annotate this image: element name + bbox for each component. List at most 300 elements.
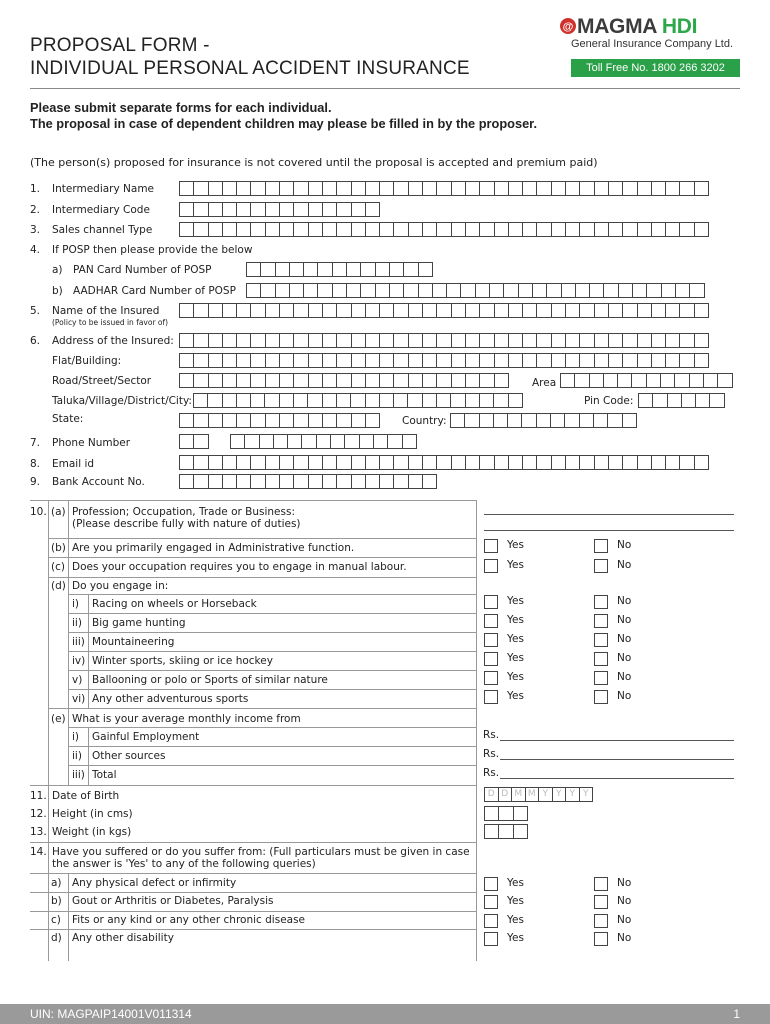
char-box[interactable] — [322, 393, 337, 408]
char-box[interactable] — [222, 353, 237, 368]
char-box[interactable] — [250, 393, 265, 408]
char-box[interactable] — [379, 353, 394, 368]
char-box[interactable] — [360, 262, 375, 277]
char-box[interactable] — [208, 222, 223, 237]
char-box[interactable] — [622, 222, 637, 237]
char-box[interactable] — [622, 303, 637, 318]
char-box[interactable] — [637, 222, 652, 237]
char-box[interactable] — [631, 373, 646, 388]
q10d-item-6-no-checkbox[interactable] — [594, 690, 608, 704]
char-box[interactable] — [665, 303, 680, 318]
char-box[interactable] — [303, 283, 318, 298]
char-box[interactable] — [393, 303, 408, 318]
char-box[interactable] — [594, 455, 609, 470]
char-box[interactable] — [193, 202, 208, 217]
char-box[interactable] — [651, 303, 666, 318]
char-box[interactable] — [608, 181, 623, 196]
weight-input[interactable] — [484, 824, 527, 839]
char-box[interactable] — [193, 474, 208, 489]
char-box[interactable] — [484, 806, 499, 821]
char-box[interactable] — [408, 333, 423, 348]
char-box[interactable] — [546, 283, 561, 298]
char-box[interactable] — [307, 393, 322, 408]
char-box[interactable] — [451, 222, 466, 237]
char-box[interactable] — [293, 222, 308, 237]
char-box[interactable] — [336, 353, 351, 368]
char-box[interactable] — [322, 222, 337, 237]
char-box[interactable] — [679, 181, 694, 196]
char-box[interactable] — [561, 283, 576, 298]
char-box[interactable] — [436, 181, 451, 196]
char-box[interactable] — [289, 262, 304, 277]
char-box[interactable] — [250, 202, 265, 217]
char-box[interactable] — [279, 353, 294, 368]
char-box[interactable] — [622, 455, 637, 470]
char-box[interactable] — [408, 455, 423, 470]
char-box[interactable] — [193, 303, 208, 318]
char-box[interactable] — [179, 303, 194, 318]
char-box[interactable] — [222, 393, 237, 408]
country-input[interactable] — [450, 413, 636, 428]
state-input[interactable] — [179, 413, 379, 428]
char-box[interactable] — [322, 353, 337, 368]
char-box[interactable] — [667, 393, 682, 408]
char-box[interactable] — [536, 353, 551, 368]
char-box[interactable] — [250, 413, 265, 428]
char-box[interactable] — [193, 181, 208, 196]
char-box[interactable] — [365, 413, 380, 428]
char-box[interactable] — [322, 181, 337, 196]
char-box[interactable] — [418, 262, 433, 277]
char-box[interactable] — [579, 353, 594, 368]
char-box[interactable] — [308, 373, 323, 388]
char-box[interactable] — [193, 413, 208, 428]
char-box[interactable] — [250, 474, 265, 489]
char-box[interactable] — [565, 455, 580, 470]
char-box[interactable] — [451, 353, 466, 368]
char-box[interactable] — [632, 283, 647, 298]
char-box[interactable] — [407, 393, 422, 408]
char-box[interactable] — [260, 283, 275, 298]
char-box[interactable] — [522, 222, 537, 237]
char-box[interactable] — [250, 455, 265, 470]
char-box[interactable] — [560, 373, 575, 388]
char-box[interactable] — [422, 353, 437, 368]
char-box[interactable] — [351, 303, 366, 318]
char-box[interactable] — [479, 181, 494, 196]
char-box[interactable] — [513, 824, 528, 839]
char-box[interactable] — [179, 413, 194, 428]
char-box[interactable] — [508, 181, 523, 196]
char-box[interactable] — [222, 202, 237, 217]
char-box[interactable] — [246, 262, 261, 277]
char-box[interactable] — [179, 474, 194, 489]
char-box[interactable] — [308, 181, 323, 196]
char-box[interactable] — [498, 806, 513, 821]
char-box[interactable] — [179, 202, 194, 217]
char-box[interactable] — [689, 283, 704, 298]
char-box[interactable] — [379, 181, 394, 196]
char-box[interactable] — [536, 333, 551, 348]
char-box[interactable] — [451, 455, 466, 470]
char-box[interactable] — [694, 303, 709, 318]
char-box[interactable] — [346, 283, 361, 298]
char-box[interactable] — [293, 455, 308, 470]
q14-item-a-no-checkbox[interactable] — [594, 877, 608, 891]
date-of-birth-input[interactable] — [484, 787, 592, 802]
char-box[interactable] — [665, 455, 680, 470]
char-box[interactable] — [393, 393, 408, 408]
char-box[interactable] — [351, 333, 366, 348]
char-box[interactable] — [346, 262, 361, 277]
char-box[interactable] — [236, 222, 251, 237]
char-box[interactable] — [665, 181, 680, 196]
char-box[interactable] — [594, 181, 609, 196]
char-box[interactable] — [322, 303, 337, 318]
char-box[interactable] — [422, 373, 437, 388]
char-box[interactable] — [646, 283, 661, 298]
char-box[interactable] — [436, 333, 451, 348]
q14-item-c-no-checkbox[interactable] — [594, 914, 608, 928]
char-box[interactable] — [259, 434, 274, 449]
char-box[interactable] — [208, 303, 223, 318]
char-box[interactable] — [436, 393, 451, 408]
char-box[interactable] — [336, 393, 351, 408]
char-box[interactable] — [265, 373, 280, 388]
char-box[interactable] — [351, 353, 366, 368]
char-box[interactable] — [679, 303, 694, 318]
email-input[interactable] — [179, 455, 708, 470]
char-box[interactable] — [594, 222, 609, 237]
char-box[interactable] — [622, 333, 637, 348]
char-box[interactable] — [679, 353, 694, 368]
char-box[interactable] — [308, 413, 323, 428]
char-box[interactable] — [651, 455, 666, 470]
char-box[interactable] — [551, 222, 566, 237]
dob-char-box[interactable]: Y — [552, 787, 567, 802]
char-box[interactable] — [265, 413, 280, 428]
dob-char-box[interactable]: Y — [579, 787, 594, 802]
char-box[interactable] — [494, 222, 509, 237]
char-box[interactable] — [208, 474, 223, 489]
road-street-input[interactable] — [179, 373, 508, 388]
char-box[interactable] — [522, 303, 537, 318]
char-box[interactable] — [389, 283, 404, 298]
char-box[interactable] — [208, 202, 223, 217]
char-box[interactable] — [250, 303, 265, 318]
char-box[interactable] — [508, 333, 523, 348]
char-box[interactable] — [703, 373, 718, 388]
char-box[interactable] — [403, 283, 418, 298]
char-box[interactable] — [460, 283, 475, 298]
char-box[interactable] — [564, 413, 579, 428]
char-box[interactable] — [236, 303, 251, 318]
char-box[interactable] — [479, 222, 494, 237]
char-box[interactable] — [365, 222, 380, 237]
char-box[interactable] — [679, 333, 694, 348]
char-box[interactable] — [379, 373, 394, 388]
char-box[interactable] — [208, 333, 223, 348]
char-box[interactable] — [522, 181, 537, 196]
char-box[interactable] — [551, 353, 566, 368]
char-box[interactable] — [250, 373, 265, 388]
char-box[interactable] — [244, 434, 259, 449]
char-box[interactable] — [675, 283, 690, 298]
char-box[interactable] — [689, 373, 704, 388]
char-box[interactable] — [379, 474, 394, 489]
char-box[interactable] — [479, 333, 494, 348]
income-amount-line[interactable] — [500, 778, 734, 779]
char-box[interactable] — [536, 413, 551, 428]
char-box[interactable] — [494, 333, 509, 348]
char-box[interactable] — [179, 222, 194, 237]
char-box[interactable] — [317, 262, 332, 277]
char-box[interactable] — [489, 283, 504, 298]
char-box[interactable] — [665, 353, 680, 368]
char-box[interactable] — [579, 181, 594, 196]
char-box[interactable] — [436, 222, 451, 237]
char-box[interactable] — [465, 303, 480, 318]
char-box[interactable] — [379, 393, 394, 408]
char-box[interactable] — [617, 373, 632, 388]
dob-char-box[interactable]: M — [525, 787, 540, 802]
char-box[interactable] — [336, 202, 351, 217]
char-box[interactable] — [273, 434, 288, 449]
char-box[interactable] — [589, 373, 604, 388]
char-box[interactable] — [436, 303, 451, 318]
char-box[interactable] — [408, 474, 423, 489]
char-box[interactable] — [360, 283, 375, 298]
char-box[interactable] — [436, 373, 451, 388]
char-box[interactable] — [250, 333, 265, 348]
char-box[interactable] — [279, 181, 294, 196]
profession-line1[interactable] — [484, 514, 734, 515]
char-box[interactable] — [575, 283, 590, 298]
char-box[interactable] — [608, 333, 623, 348]
char-box[interactable] — [279, 455, 294, 470]
char-box[interactable] — [336, 222, 351, 237]
char-box[interactable] — [465, 181, 480, 196]
income-amount-line[interactable] — [500, 740, 734, 741]
char-box[interactable] — [375, 262, 390, 277]
char-box[interactable] — [422, 333, 437, 348]
char-box[interactable] — [665, 222, 680, 237]
char-box[interactable] — [265, 474, 280, 489]
char-box[interactable] — [279, 303, 294, 318]
char-box[interactable] — [222, 373, 237, 388]
char-box[interactable] — [465, 373, 480, 388]
char-box[interactable] — [193, 333, 208, 348]
char-box[interactable] — [303, 262, 318, 277]
char-box[interactable] — [475, 283, 490, 298]
char-box[interactable] — [365, 303, 380, 318]
char-box[interactable] — [308, 202, 323, 217]
char-box[interactable] — [236, 474, 251, 489]
char-box[interactable] — [479, 393, 494, 408]
char-box[interactable] — [236, 202, 251, 217]
char-box[interactable] — [618, 283, 633, 298]
char-box[interactable] — [651, 181, 666, 196]
char-box[interactable] — [494, 181, 509, 196]
taluka-city-input[interactable] — [193, 393, 522, 408]
char-box[interactable] — [536, 222, 551, 237]
char-box[interactable] — [479, 413, 494, 428]
char-box[interactable] — [594, 333, 609, 348]
char-box[interactable] — [322, 333, 337, 348]
q10d-item-3-no-checkbox[interactable] — [594, 633, 608, 647]
char-box[interactable] — [493, 413, 508, 428]
char-box[interactable] — [236, 413, 251, 428]
char-box[interactable] — [508, 303, 523, 318]
char-box[interactable] — [193, 373, 208, 388]
char-box[interactable] — [279, 413, 294, 428]
char-box[interactable] — [293, 181, 308, 196]
char-box[interactable] — [351, 413, 366, 428]
char-box[interactable] — [603, 373, 618, 388]
q10d-item-1-yes-checkbox[interactable] — [484, 595, 498, 609]
char-box[interactable] — [322, 413, 337, 428]
char-box[interactable] — [532, 283, 547, 298]
char-box[interactable] — [230, 434, 245, 449]
char-box[interactable] — [503, 283, 518, 298]
char-box[interactable] — [179, 373, 194, 388]
char-box[interactable] — [498, 824, 513, 839]
char-box[interactable] — [350, 393, 365, 408]
char-box[interactable] — [322, 455, 337, 470]
aadhar-card-input[interactable] — [246, 283, 704, 298]
char-box[interactable] — [651, 353, 666, 368]
char-box[interactable] — [336, 413, 351, 428]
char-box[interactable] — [308, 474, 323, 489]
char-box[interactable] — [289, 283, 304, 298]
char-box[interactable] — [330, 434, 345, 449]
char-box[interactable] — [494, 373, 509, 388]
char-box[interactable] — [336, 333, 351, 348]
char-box[interactable] — [236, 353, 251, 368]
char-box[interactable] — [679, 222, 694, 237]
char-box[interactable] — [513, 806, 528, 821]
char-box[interactable] — [695, 393, 710, 408]
char-box[interactable] — [393, 222, 408, 237]
char-box[interactable] — [451, 373, 466, 388]
char-box[interactable] — [208, 353, 223, 368]
char-box[interactable] — [603, 283, 618, 298]
q10d-item-2-yes-checkbox[interactable] — [484, 614, 498, 628]
pin-code-input[interactable] — [638, 393, 724, 408]
char-box[interactable] — [446, 283, 461, 298]
char-box[interactable] — [351, 474, 366, 489]
char-box[interactable] — [465, 393, 480, 408]
char-box[interactable] — [365, 202, 380, 217]
char-box[interactable] — [479, 455, 494, 470]
char-box[interactable] — [694, 353, 709, 368]
char-box[interactable] — [465, 455, 480, 470]
char-box[interactable] — [236, 455, 251, 470]
char-box[interactable] — [551, 333, 566, 348]
char-box[interactable] — [179, 353, 194, 368]
char-box[interactable] — [365, 474, 380, 489]
char-box[interactable] — [316, 434, 331, 449]
char-box[interactable] — [373, 434, 388, 449]
char-box[interactable] — [279, 393, 294, 408]
char-box[interactable] — [222, 303, 237, 318]
char-box[interactable] — [608, 222, 623, 237]
char-box[interactable] — [389, 262, 404, 277]
q14-item-b-no-checkbox[interactable] — [594, 895, 608, 909]
char-box[interactable] — [594, 353, 609, 368]
char-box[interactable] — [465, 333, 480, 348]
char-box[interactable] — [279, 474, 294, 489]
dob-char-box[interactable]: Y — [538, 787, 553, 802]
char-box[interactable] — [279, 202, 294, 217]
char-box[interactable] — [293, 393, 308, 408]
char-box[interactable] — [265, 181, 280, 196]
q14-item-a-yes-checkbox[interactable] — [484, 877, 498, 891]
char-box[interactable] — [222, 474, 237, 489]
char-box[interactable] — [450, 413, 465, 428]
char-box[interactable] — [637, 353, 652, 368]
char-box[interactable] — [351, 373, 366, 388]
char-box[interactable] — [408, 222, 423, 237]
char-box[interactable] — [193, 353, 208, 368]
q10b-yes-checkbox[interactable] — [484, 539, 498, 553]
q14-item-b-yes-checkbox[interactable] — [484, 895, 498, 909]
char-box[interactable] — [379, 333, 394, 348]
char-box[interactable] — [579, 222, 594, 237]
char-box[interactable] — [207, 393, 222, 408]
char-box[interactable] — [681, 393, 696, 408]
insured-name-input[interactable] — [179, 303, 708, 318]
char-box[interactable] — [351, 181, 366, 196]
char-box[interactable] — [518, 283, 533, 298]
char-box[interactable] — [508, 393, 523, 408]
char-box[interactable] — [622, 353, 637, 368]
char-box[interactable] — [565, 353, 580, 368]
char-box[interactable] — [250, 353, 265, 368]
char-box[interactable] — [393, 455, 408, 470]
char-box[interactable] — [579, 303, 594, 318]
char-box[interactable] — [508, 455, 523, 470]
char-box[interactable] — [222, 222, 237, 237]
char-box[interactable] — [436, 353, 451, 368]
sales-channel-input[interactable] — [179, 222, 708, 237]
char-box[interactable] — [332, 262, 347, 277]
char-box[interactable] — [222, 333, 237, 348]
char-box[interactable] — [493, 393, 508, 408]
char-box[interactable] — [365, 181, 380, 196]
char-box[interactable] — [465, 222, 480, 237]
char-box[interactable] — [336, 303, 351, 318]
char-box[interactable] — [422, 303, 437, 318]
char-box[interactable] — [521, 413, 536, 428]
char-box[interactable] — [379, 455, 394, 470]
char-box[interactable] — [393, 373, 408, 388]
char-box[interactable] — [393, 353, 408, 368]
address-input[interactable] — [179, 333, 708, 348]
char-box[interactable] — [308, 303, 323, 318]
height-input[interactable] — [484, 806, 527, 821]
char-box[interactable] — [250, 181, 265, 196]
char-box[interactable] — [494, 303, 509, 318]
char-box[interactable] — [660, 373, 675, 388]
bank-account-input[interactable] — [179, 474, 436, 489]
char-box[interactable] — [565, 333, 580, 348]
char-box[interactable] — [208, 413, 223, 428]
char-box[interactable] — [550, 413, 565, 428]
char-box[interactable] — [451, 303, 466, 318]
char-box[interactable] — [522, 333, 537, 348]
q14-item-c-yes-checkbox[interactable] — [484, 914, 498, 928]
